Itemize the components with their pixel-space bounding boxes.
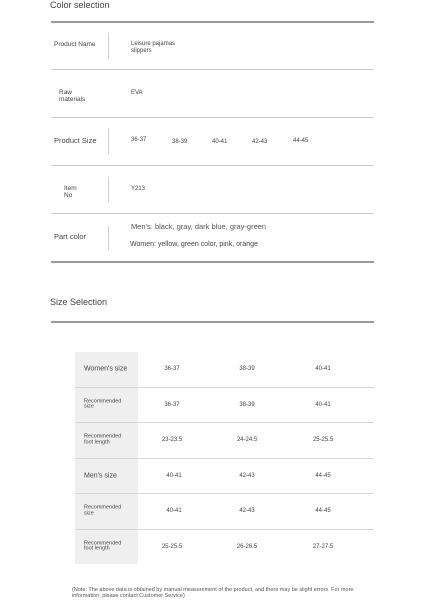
product-name-value: Leisure pajamas slippers xyxy=(131,41,176,54)
row-header: Women's size xyxy=(75,352,138,387)
table-cell: 38-39 xyxy=(239,401,255,408)
part-color-row xyxy=(51,214,374,261)
raw-materials-label: Raw materials xyxy=(59,89,86,103)
row-header: Recommended foot length xyxy=(75,530,138,565)
color-selection-title: Color selection xyxy=(50,0,110,10)
raw-materials-row xyxy=(51,70,374,117)
row-separator xyxy=(108,177,109,202)
table-cell: 44-45 xyxy=(315,472,331,479)
table-cell: 40-41 xyxy=(315,366,331,373)
row-header: Recommended size xyxy=(75,494,138,529)
section-divider xyxy=(51,321,374,323)
section-divider xyxy=(51,261,374,263)
part-color-label: Part color xyxy=(54,232,87,241)
item-no-value: Y213 xyxy=(131,186,146,192)
table-cell: 36-37 xyxy=(164,366,180,373)
part-color-men: Men's: black, gray, dark blue, gray-green xyxy=(131,222,267,231)
table-cell: 25-25.5 xyxy=(161,543,183,550)
table-cell: 23-23.5 xyxy=(161,437,183,444)
size-option: 36-37 xyxy=(131,137,147,143)
table-cell: 24-24.5 xyxy=(236,437,258,444)
table-cell: 27-27.5 xyxy=(312,543,334,550)
table-row xyxy=(75,530,374,565)
table-cell: 42-43 xyxy=(239,508,255,515)
table-cell: 42-43 xyxy=(239,472,255,479)
row-header: Recommended size xyxy=(75,388,138,423)
part-color-women: Women: yellow, green color, pink, orange xyxy=(130,241,258,248)
size-option: 40-41 xyxy=(212,139,228,145)
product-name-label: Product Name xyxy=(54,41,96,48)
row-separator xyxy=(108,33,109,59)
table-row xyxy=(75,459,374,495)
size-table xyxy=(75,352,374,564)
size-option: 44-45 xyxy=(293,138,309,144)
table-row xyxy=(75,352,374,388)
table-row xyxy=(75,423,374,459)
size-option: 38-39 xyxy=(172,139,188,145)
row-separator xyxy=(108,128,109,154)
item-no-label: Item No xyxy=(64,185,77,199)
table-cell: 25-25.5 xyxy=(312,437,334,444)
table-row xyxy=(75,494,374,530)
table-cell: 44-45 xyxy=(315,508,331,515)
table-cell: 40-41 xyxy=(315,401,331,408)
table-cell: 38-39 xyxy=(239,366,255,373)
table-cell: 40-41 xyxy=(166,472,182,479)
item-no-row xyxy=(51,166,374,213)
table-cell: 26-26.5 xyxy=(236,543,258,550)
product-size-label: Product Size xyxy=(54,136,97,145)
row-header: Recommended foot length xyxy=(75,423,138,458)
raw-materials-value: EVA xyxy=(131,90,143,96)
table-cell: 36-37 xyxy=(164,401,180,408)
table-row xyxy=(75,388,374,424)
product-size-row xyxy=(51,118,374,164)
table-cell: 40-41 xyxy=(166,508,182,515)
row-separator xyxy=(108,226,109,250)
measurement-note: (Note: The above data is obtained by manual measurement of the product, and there may be slight errors. For more information, please contact Customer Service) xyxy=(72,587,354,599)
size-selection-title: Size Selection xyxy=(50,297,108,307)
row-header: Men's size xyxy=(75,459,138,494)
size-option: 42-43 xyxy=(252,139,268,145)
product-name-row xyxy=(51,23,374,69)
